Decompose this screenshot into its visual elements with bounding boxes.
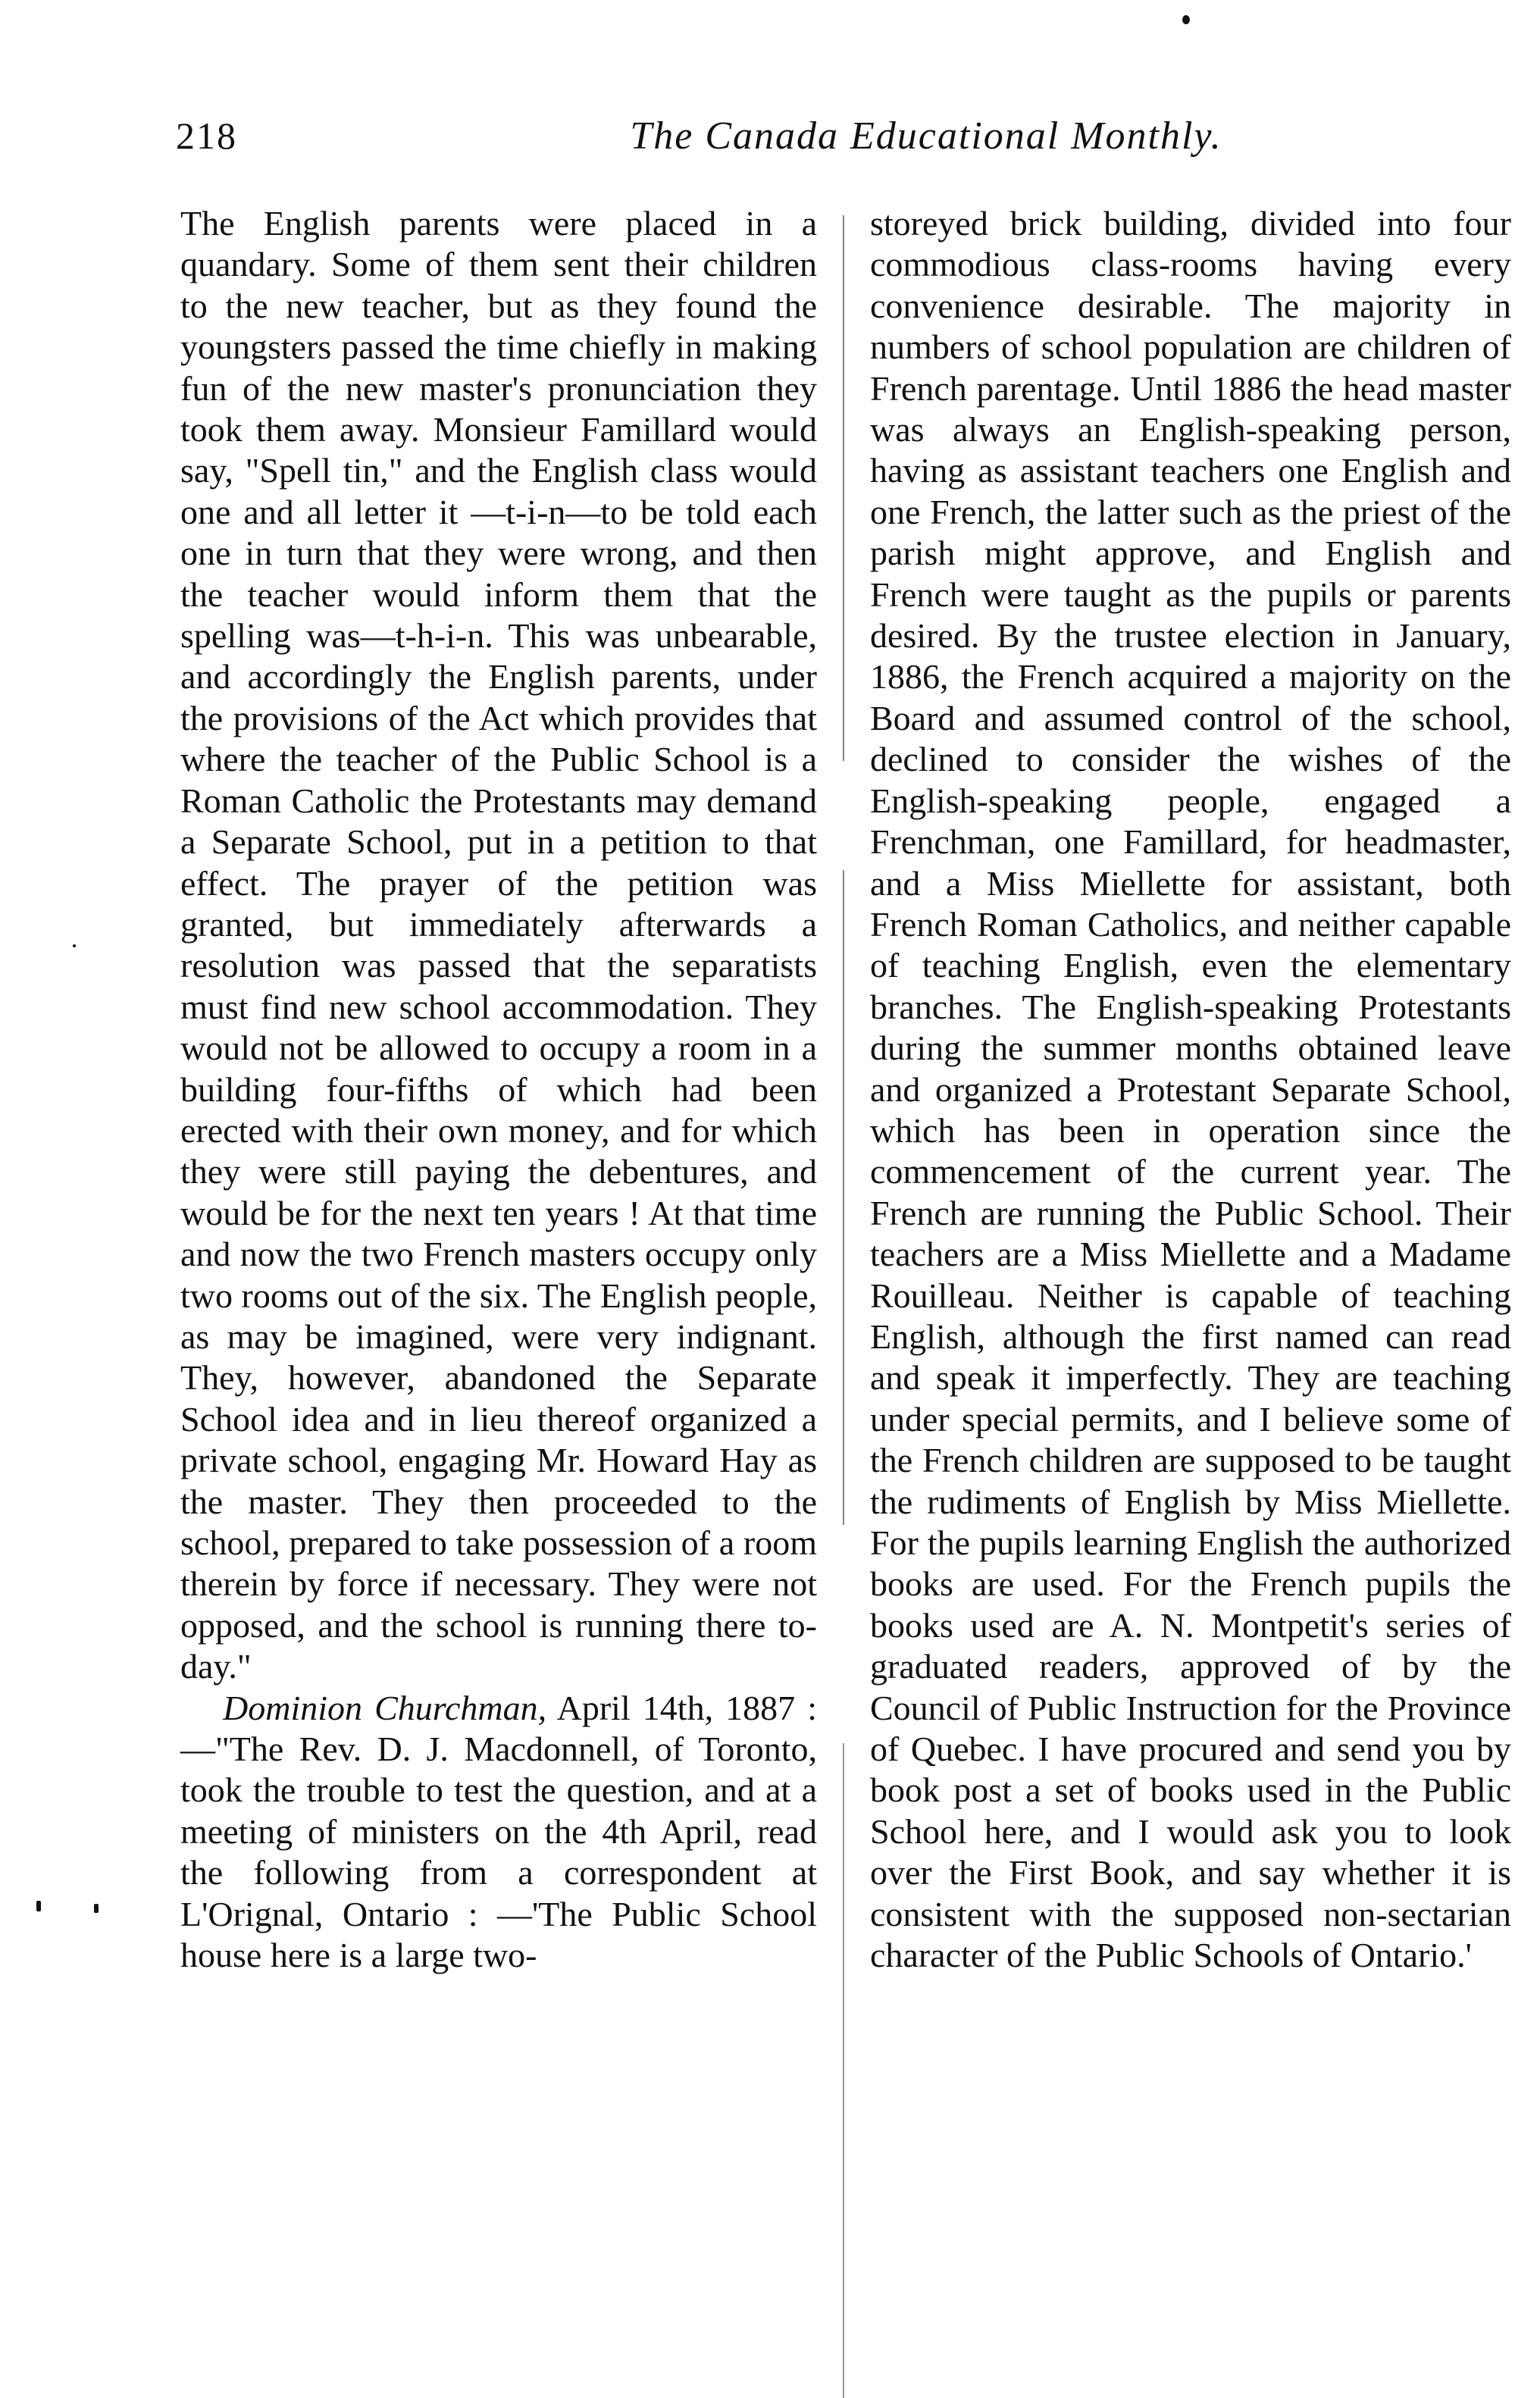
- left-paragraph-2-text: April 14th, 1887 :—"The Rev. D. J. Macdonnell, of Toronto, took the trouble to test the question, and at a meeting of ministers on the 4th April, read the following from a correspondent at L'Orignal, Ontario : —'The Public School house here is a large two-: [180, 1688, 818, 1975]
- journal-title: The Canada Educational Monthly.: [630, 114, 1222, 158]
- left-paragraph-1: The English parents were placed in a quandary. Some of them sent their children to the new teacher, but as they found the youngsters passed the time chiefly in making fun of the new master's pronunciation they took them away. Monsieur Famillard would say, "Spell tin," and the English class would one and all letter it —t-i-n—to be told each one in turn that they were wrong, and then the teacher would inform them that the spelling was—t-h-i-n. This was unbearable, and accordingly the English parents, under the provisions of the Act which provides that where the teacher of the Public School is a Roman Catholic the Protestants may demand a Separate School, put in a petition to that effect. The prayer of the petition was granted, but immediately afterwards a resolution was passed that the separatists must find new school accommodation. They would not be allowed to occupy a room in a building four-fifths of which had been erected with their own money, and for which they were still paying the debentures, and would be for the next ten years ! At that time and now the two French masters occupy only two rooms out of the six. The English people, as may be imagined, were very indignant. They, however, abandoned the Separate School idea and in lieu thereof organized a private school, engaging Mr. Howard Hay as the master. They then proceeded to the school, prepared to take possession of a room therein by force if necessary. They were not opposed, and the school is running there to-day.": [180, 204, 817, 1686]
- print-speck: [1182, 15, 1190, 24]
- left-column: [180, 203, 817, 1976]
- running-head: [176, 114, 1495, 174]
- print-speck: [94, 1904, 99, 1913]
- print-speck: [36, 1901, 41, 1911]
- page-number: 218: [176, 114, 237, 157]
- column-divider: [843, 215, 844, 2398]
- publication-name: Dominion Churchman,: [223, 1688, 547, 1727]
- right-paragraph-1: storeyed brick building, divided into four commodious class-rooms having every convenience desirable. The majority in numbers of school population are children of French parentage. Until 1886 the head master was always an English-speaking person, having as assistant teachers one English and one French, the latter such as the priest of the parish might approve, and English and French were taught as the pupils or parents desired. By the trustee election in January, 1886, the French acquired a majority on the Board and assumed control of the school, declined to consider the wishes of the English-speaking people, engaged a Frenchman, one Famillard, for headmaster, and a Miss Miellette for assistant, both French Roman Catholics, and neither capable of teaching English, even the elementary branches. The English-speaking Protestants during the summer months obtained leave and organized a Protestant Separate School, which has been in operation since the commencement of the current year. The French are running the Public School. Their teachers are a Miss Miellette and a Madame Rouilleau. Neither is capable of teaching English, although the first named can read and speak it imperfectly. They are teaching under special permits, and I believe some of the French children are supposed to be taught the rudiments of English by Miss Miellette. For the pupils learning English the authorized books are used. For the French pupils the books used are A. N. Montpetit's series of graduated readers, approved of by the Council of Public Instruction for the Province of Quebec. I have procured and send you by book post a set of books used in the Public School here, and I would ask you to look over the First Book, and say whether it is consistent with the supposed non-sectarian character of the Public Schools of Ontario.': [870, 204, 1511, 1975]
- print-speck: [73, 944, 76, 947]
- left-paragraph-2: [180, 1688, 817, 1977]
- right-column: [870, 203, 1511, 1976]
